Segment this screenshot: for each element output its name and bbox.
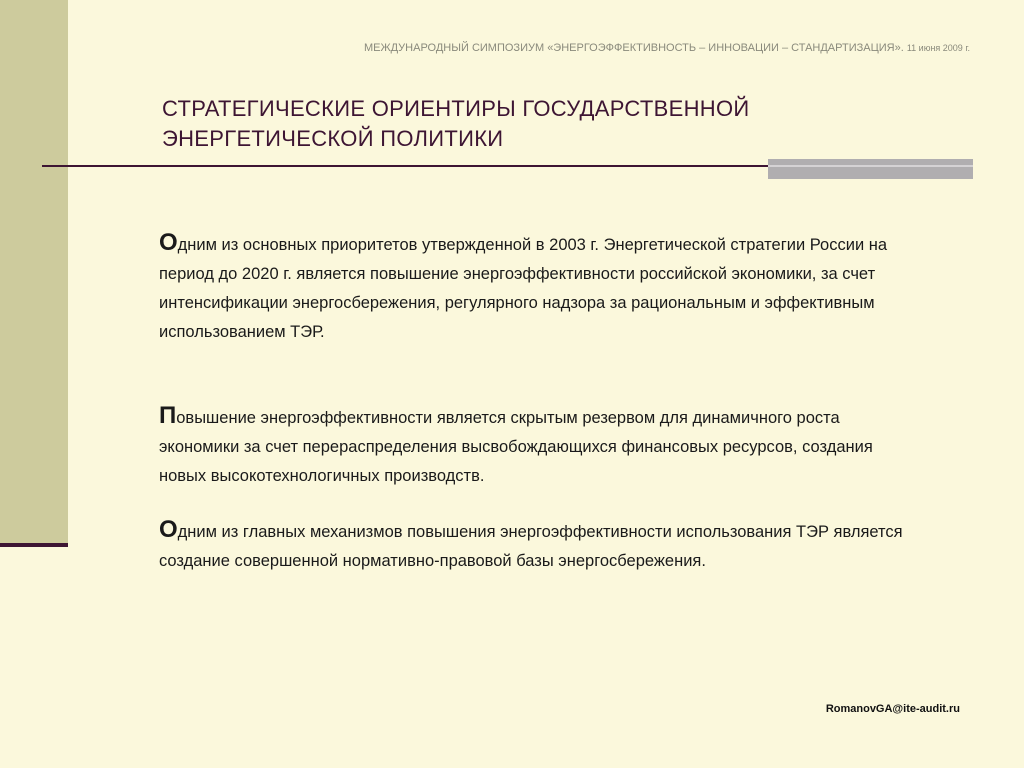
paragraph-initial: П [159,402,177,429]
paragraph-legal-framework [159,515,919,576]
title-divider [42,165,772,167]
paragraph-text: дним из основных приоритетов утвержденной в 2003 г. Энергетической стратегии России на период до 2020 г. является повышение энергоэффективности российской экономики, за счет интенсификации энергосбережения, регулярного надзора за рациональным и эффективным использованием ТЭР. [159,236,888,341]
symposium-header [260,42,970,54]
paragraph-text: овышение энергоэффективности является скрытым резервом для динамичного роста экономики за счет перераспределения высвобождающихся финансовых ресурсов, создания новых высокотехнологичных производств. [159,409,873,485]
paragraph-text: дним из главных механизмов повышения энергоэффективности использования ТЭР является создание совершенной нормативно-правовой базы энергосбережения. [159,523,903,570]
footer-email: RomanovGA@ite-audit.ru [825,703,960,715]
left-bar-underline [0,543,68,547]
symposium-name: МЕЖДУНАРОДНЫЙ СИМПОЗИУМ «ЭНЕРГОЭФФЕКТИВНОСТЬ – ИННОВАЦИИ – СТАНДАРТИЗАЦИЯ». [363,42,904,54]
paragraph-initial: О [159,229,178,256]
slide-title-line-1: СТРАТЕГИЧЕСКИЕ ОРИЕНТИРЫ ГОСУДАРСТВЕННОЙ [162,96,750,121]
title-accent-stripe [768,165,973,167]
left-decorative-bar [0,0,68,545]
slide-title [162,94,882,154]
paragraph-energy-strategy [159,228,919,347]
paragraph-hidden-reserve [159,401,919,491]
symposium-date: 11 июня 2009 г. [906,43,970,53]
slide-title-line-2: ЭНЕРГЕТИЧЕСКОЙ ПОЛИТИКИ [162,126,504,151]
paragraph-initial: О [159,516,178,543]
title-accent-bar [768,159,973,179]
